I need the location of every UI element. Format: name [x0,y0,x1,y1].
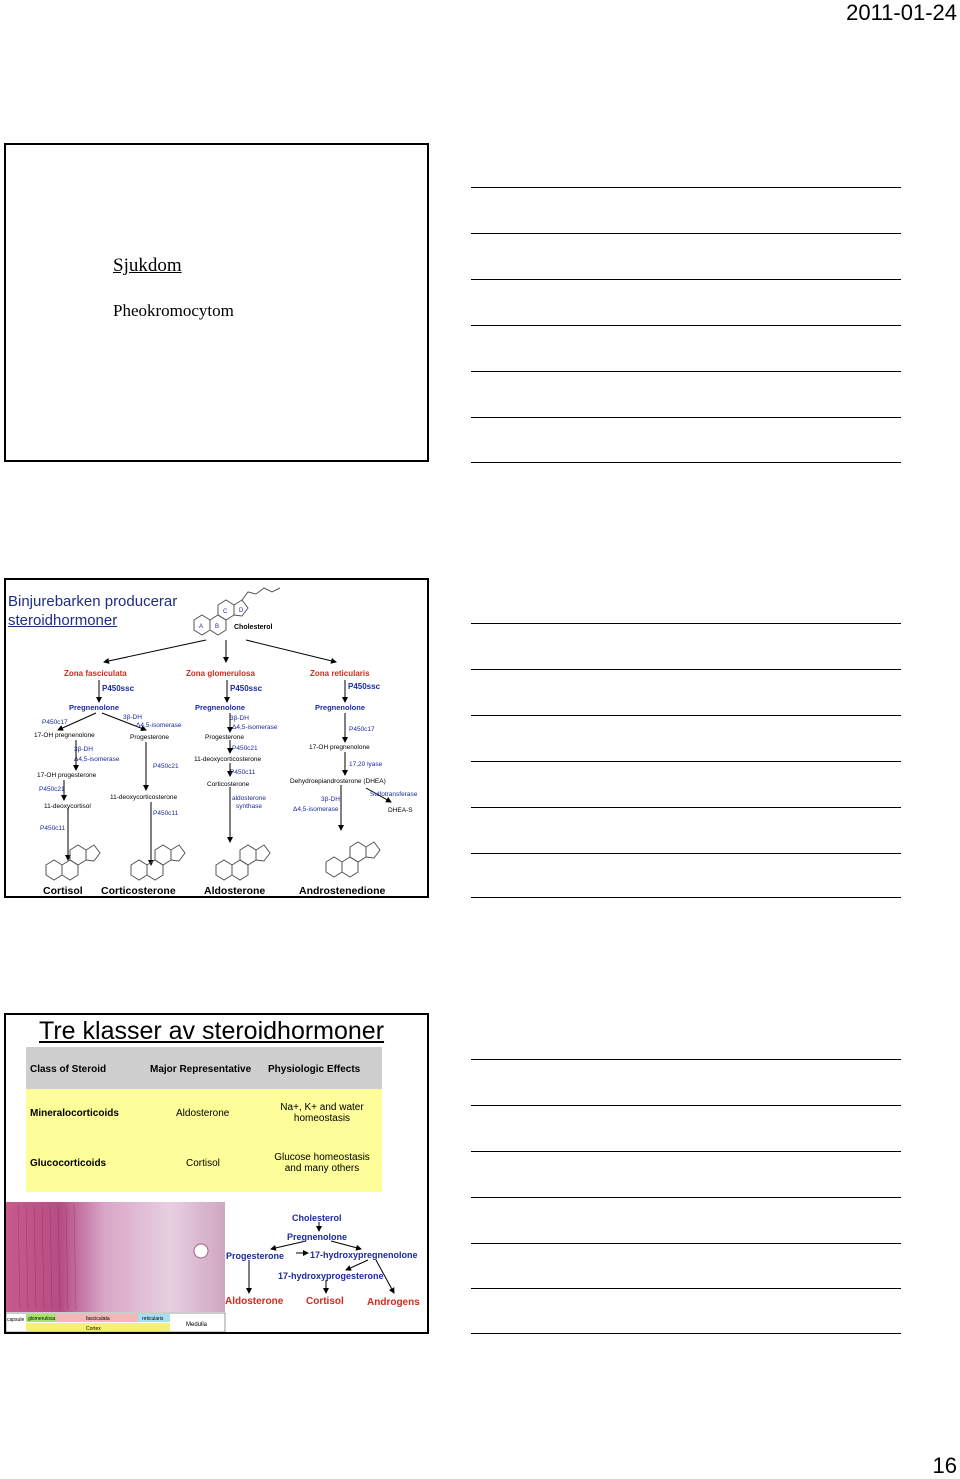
table-row-2-class: Glucocorticoids [30,1158,107,1169]
slide-heading [8,592,177,630]
enzyme-p450c21-left: P450c21 [39,786,65,793]
steroid-structures-icon [46,842,380,880]
enzyme-isomerase-left: Δ4,5-isomerase [136,722,182,729]
histo-label-glomerulosa: glomerulosa [28,1316,56,1322]
slide-heading-line2: steroidhormoner [8,612,118,629]
enzyme-3bdh-mid: 3β-DH [230,715,249,722]
header-date: 2011-01-24 [846,0,957,25]
table-row-1-effects-line2: homeostasis [293,1113,351,1124]
zone-reticularis: Zona reticularis [310,669,370,678]
table-row-2-effects-line1: Glucose homeostasis [274,1152,370,1163]
cholesterol-label: Cholesterol [234,624,273,631]
enzyme-3bdh-left: 3β-DH [123,714,142,721]
pathway-cholesterol: Cholesterol [292,1213,342,1223]
enzyme-isomerase-left-2: Δ4,5-isomerase [74,756,120,763]
slide-title-classes: Tre klasser av steroidhormoner [39,1017,385,1045]
enzyme-3bdh-left-2: 3β-DH [74,746,93,753]
enzyme-p450ssc-left: P450ssc [102,684,135,693]
enzyme-p450c21-left-b: P450c21 [153,763,179,770]
product-corticosterone: Corticosterone [101,885,176,896]
product-androstenedione: Androstenedione [299,885,386,896]
enzyme-p450c11-left-b: P450c11 [153,810,179,817]
enzyme-isomerase-right: Δ4,5-isomerase [293,806,339,813]
table-row-1-rep: Aldosterone [176,1108,230,1119]
table-row-1-class: Mineralocorticoids [30,1108,119,1119]
enzyme-aldosterone-synthase-2: synthase [236,803,263,810]
enzyme-p450ssc-mid: P450ssc [230,684,263,693]
table-header-effects: Physiologic Effects [268,1064,361,1075]
enzyme-lyase-right: 17,20 lyase [349,761,383,768]
progesterone-mid: Progesterone [205,734,245,741]
product-cortisol: Cortisol [43,885,83,896]
pregnenolone-left: Pregnenolone [69,703,120,712]
pregnenolone-mid: Pregnenolone [195,703,246,712]
table-header-rep: Major Representative [150,1064,252,1075]
histo-label-fasciculata: fasciculata [86,1316,110,1322]
enzyme-aldosterone-synthase-1: aldosterone [232,795,266,802]
slide-three-classes [4,1013,429,1334]
table-row-2-effects-line2: and many others [284,1163,360,1174]
deoxycortisol-left: 11-deoxycortisol [44,803,91,810]
pathway-17oh-pregnenolone: 17-hydroxypregnenolone [310,1250,418,1260]
enzyme-p450c17-right: P450c17 [349,726,375,733]
ring-label-c: C [223,609,228,615]
enzyme-p450ssc-right: P450ssc [348,682,381,691]
enzyme-p450c11-mid: P450c11 [230,769,256,776]
pathway-aldosterone: Aldosterone [225,1296,284,1307]
ring-label-b: B [215,624,220,630]
dhea-right: Dehydroepiandrosterone (DHEA) [290,778,386,785]
slide-steroid-synthesis [4,578,429,898]
histo-label-capsule: capsule [7,1317,25,1323]
histo-label-cortex: Cortex [86,1326,101,1332]
table-header-class: Class of Steroid [30,1064,107,1075]
zone-glomerulosa: Zona glomerulosa [186,669,255,678]
progesterone-left: Progesterone [130,734,170,741]
deoxycorticosterone-mid: 11-deoxycorticosterone [194,756,262,763]
histo-label-reticularis: reticularis [142,1316,164,1322]
zone-fasciculata: Zona fasciculata [64,669,127,678]
pathway-androgens: Androgens [367,1297,420,1308]
pregnenolone-right: Pregnenolone [315,703,366,712]
enzyme-isomerase-mid: Δ4,5-isomerase [232,724,278,731]
dheas-right: DHEA-S [388,807,413,814]
table-row-1-effects-line1: Na+, K+ and water [280,1102,364,1113]
slide-sjukdom [4,143,429,462]
pathway-progesterone: Progesterone [226,1251,285,1261]
ring-label-d: D [239,608,244,614]
pathway-diagram [225,1213,420,1308]
enzyme-p450c17-left: P450c17 [42,719,68,726]
corticosterone-mid: Corticosterone [207,781,250,788]
enzyme-sulfotransferase: Sulfotransferase [370,791,418,798]
oh-pregnenolone-left: 17-OH pregnenolone [34,732,95,739]
slide-title: Sjukdom [113,255,182,276]
enzyme-p450c11-left: P450c11 [40,825,66,832]
oh-pregnenolone-right: 17-OH pregnenolone [309,744,370,751]
deoxycorticosterone-left: 11-deoxycorticosterone [110,794,178,801]
adrenal-histology-image [6,1202,225,1332]
ring-label-a: A [199,624,204,630]
slide-heading-line1: Binjurebarken producerar [8,593,178,610]
product-aldosterone: Aldosterone [204,885,266,896]
oh-progesterone-left: 17-OH progesterone [37,772,97,779]
page-number: 16 [932,1453,957,1478]
adrenal-figure [6,1015,427,1332]
histo-label-medulla: Medulla [186,1322,208,1328]
enzyme-3bdh-right: 3β-DH [321,796,340,803]
enzyme-p450c21-mid: P450c21 [232,745,258,752]
table-row-2-rep: Cortisol [186,1158,220,1169]
pathway-cortisol: Cortisol [306,1296,344,1307]
slide-subtitle: Pheokromocytom [113,301,234,320]
pathway-pregnenolone: Pregnenolone [287,1232,348,1242]
pathway-17oh-progesterone: 17-hydroxyprogesterone [278,1271,384,1281]
